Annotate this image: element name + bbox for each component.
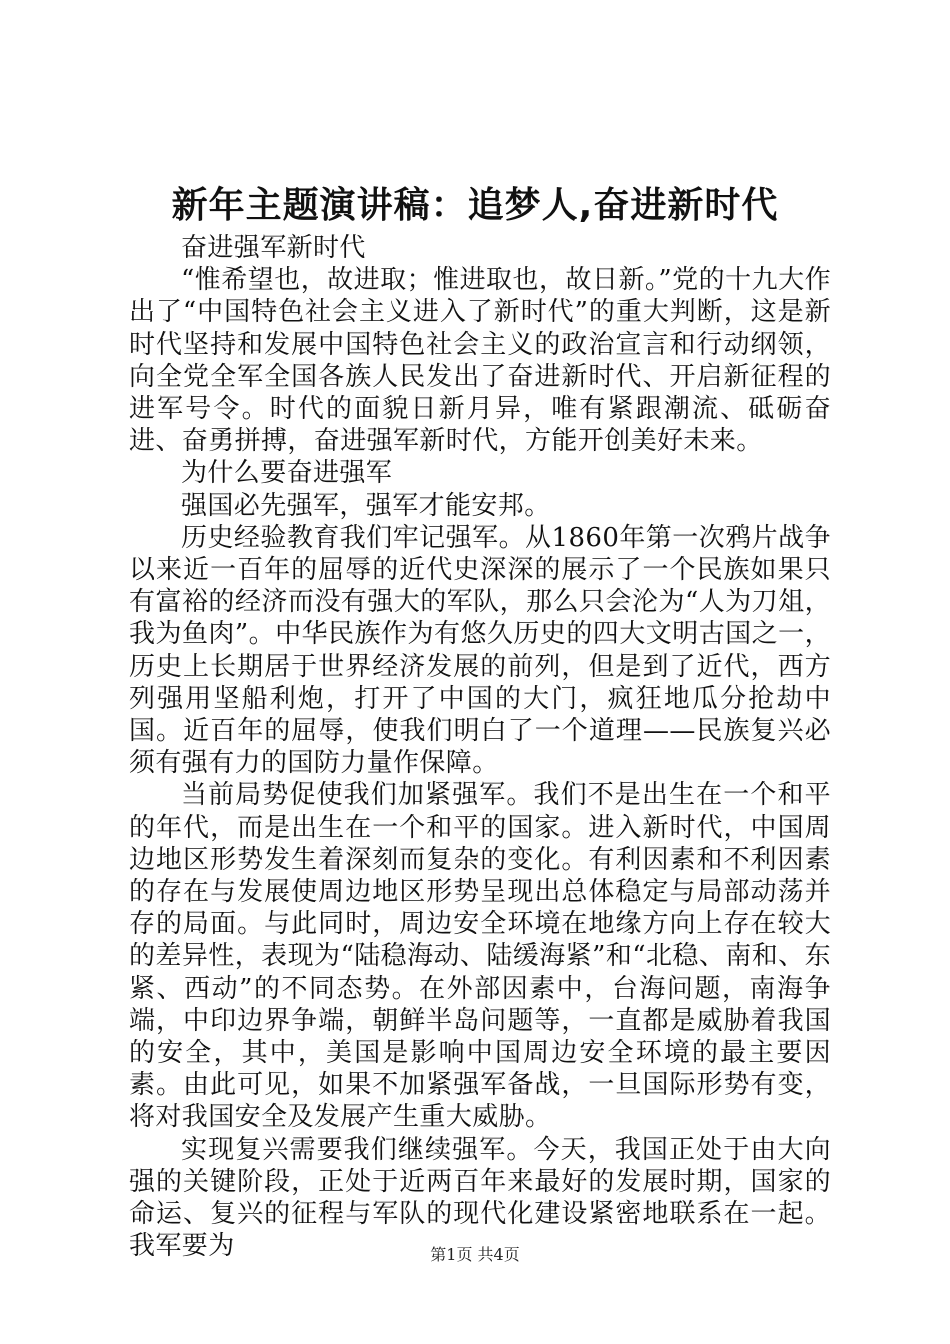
page-number-footer: 第1页 共4页	[430, 1245, 520, 1264]
paragraph: 实现复兴需要我们继续强军。今天，我国正处于由大向强的关键阶段，正处于近两百年来最好的发展时期，国家的命运、复兴的征程与军队的现代化建设紧密地联系在一起。我军要为	[129, 1134, 831, 1262]
paragraph: “惟希望也，故进取；惟进取也，故日新。”党的十九大作出了“中国特色社会主义进入了新时代”的重大判断，这是新时代坚持和发展中国特色社会主义的政治宣言和行动纲领，向全党全军全国各族人民发出了奋进新时代、开启新征程的进军号令。时代的面貌日新月异，唯有紧跟潮流、砥砺奋进、奋勇拼搏，奋进强军新时代，方能开创美好未来。	[129, 265, 831, 457]
document-title: 新年主题演讲稿：追梦人,奋进新时代	[171, 185, 779, 226]
paragraph: 强国必先强军，强军才能安邦。	[181, 490, 551, 521]
document-body	[129, 232, 831, 1263]
section-heading: 奋进强军新时代	[181, 233, 366, 263]
paragraph: 历史经验教育我们牢记强军。从1860年第一次鸦片战争以来近一百年的屈辱的近代史深深的展示了一个民族如果只有富裕的经济而没有强大的军队，那么只会沦为“人为刀俎，我为鱼肉”。中华民族作为有悠久历史的四大文明古国之一，历史上长期居于世界经济发展的前列，但是到了近代，西方列强用坚船利炮，打开了中国的大门，疯狂地瓜分抢劫中国。近百年的屈辱，使我们明白了一个道理——民族复兴必须有强有力的国防力量作保障。	[129, 522, 831, 779]
paragraph: 当前局势促使我们加紧强军。我们不是出生在一个和平的年代，而是出生在一个和平的国家。进入新时代，中国周边地区形势发生着深刻而复杂的变化。有利因素和不利因素的存在与发展使周边地区形势呈现出总体稳定与局部动荡并存的局面。与此同时，周边安全环境在地缘方向上存在较大的差异性，表现为“陆稳海动、陆缓海紧”和“北稳、南和、东紧、西动”的不同态势。在外部因素中，台海问题，南海争端，中印边界争端，朝鲜半岛问题等，一直都是威胁着我国的安全，其中，美国是影响中国周边安全环境的最主要因素。由此可见，如果不加紧强军备战，一旦国际形势有变，将对我国安全及发展产生重大威胁。	[129, 780, 831, 1133]
section-heading: 为什么要奋进强军	[181, 458, 393, 489]
